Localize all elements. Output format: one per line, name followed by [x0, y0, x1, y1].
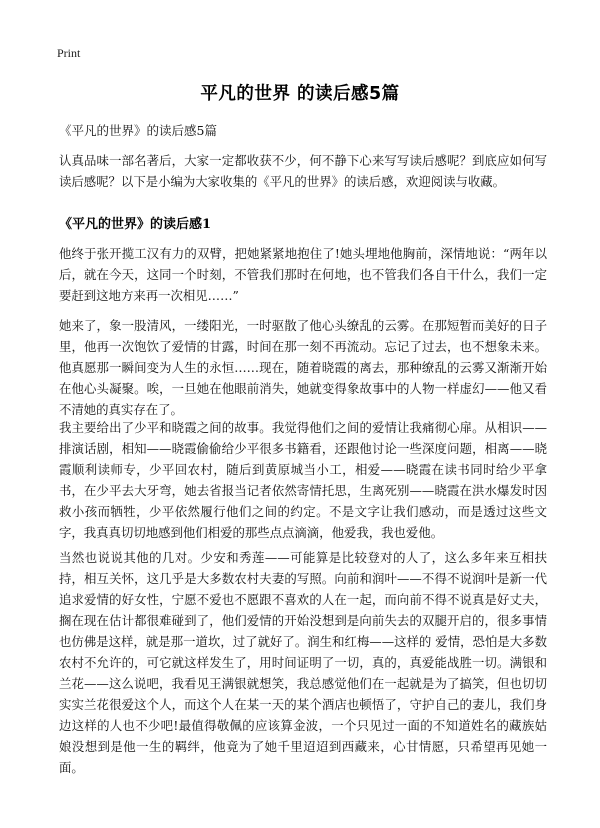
intro-paragraph: 认真品味一部名著后，大家一定都收获不少，何不静下心来写写读后感呢？到底应如何写读后感呢？以下是小编为大家收集的《平凡的世界》的读后感，欢迎阅读与收藏。	[59, 153, 547, 189]
body-paragraph-1: 他终于张开揽工汉有力的双臂，把她紧紧地抱住了!她头埋地他胸前，深情地说：“两年以后，就在今天，这同一个时刻，不管我们那时在何地，也不管我们各自干什么，我们一定要赶到这地方来再一次相见……”	[59, 246, 547, 303]
page-title: 平凡的世界 的读后感5篇	[200, 84, 400, 104]
body-paragraph-3: 我主要给出了少平和晓霞之间的故事。我觉得他们之间的爱情让我痛彻心扉。从相识——排演话剧，相知——晓霞偷偷给少平很多书籍看，还跟他讨论一些深度问题，相离——晓霞顺利读师专，少平回农村，随后到黄原城当小工，相爱——晓霞在读书同时给少平拿书，在少平去大牙弯，她去省报当记者依然寄情托思，生离死别——晓霞在洪水爆发时因救小孩而牺牲，少平依然履行他们之间的约定。不是文字让我们感动，而是透过这些文字，我真真切切地感到他们相爱的那些点点滴滴，他爱我，我也爱他。	[59, 420, 547, 540]
print-link[interactable]: Print	[57, 46, 81, 60]
section-heading: 《平凡的世界》的读后感1	[59, 217, 212, 232]
body-paragraph-2: 她来了，象一股清风，一缕阳光，一时驱散了他心头缭乱的云雾。在那短暂而美好的日子里，他再一次饱饮了爱情的甘露，时间在那一刻不再流动。忘记了过去，也不想象未来。他真愿那一瞬间变为人生的永恒……现在，随着晓霞的离去，那种缭乱的云雾又渐渐开始在他心头凝聚。唉，一旦她在他眼前消失，她就变得象故事中的人物一样虚幻——他又看不清她的真实存在了。	[59, 318, 547, 417]
document-subtitle: 《平凡的世界》的读后感5篇	[59, 123, 217, 138]
body-paragraph-4: 当然也说说其他的几对。少安和秀莲——可能算是比较登对的人了，这么多年来互相扶持，相互关怀，这几乎是大多数农村夫妻的写照。向前和润叶——不得不说润叶是新一代追求爱情的好女性，宁愿不爱也不愿跟不喜欢的人在一起，而向前不得不说真是好丈夫，搁在现在估计都很难碰到了，他们爱情的开始没想到是向前失去的双腿开启的，很多事情也仿佛是这样，就是那一道坎，过了就好了。润生和红梅——这样的 爱情，恐怕是大多数农村不允许的，可它就这样发生了，用时间证明了一切，真的，真爱能战胜一切。满银和兰花——这么说吧，我看见王满银就想笑，我总感觉他们在一起就是为了搞笑，但也切切实实兰花很爱这个人，而这个人在某一天的某个酒店也顿悟了，守护自己的妻儿，我们身边这样的人也不少吧!最值得敬佩的应该算金波，一个只见过一面的不知道姓名的藏族姑娘没想到是他一生的羁绊，他竟为了她千里迢迢到西藏来，心甘情愿，只希望再见她一面。	[59, 550, 547, 775]
